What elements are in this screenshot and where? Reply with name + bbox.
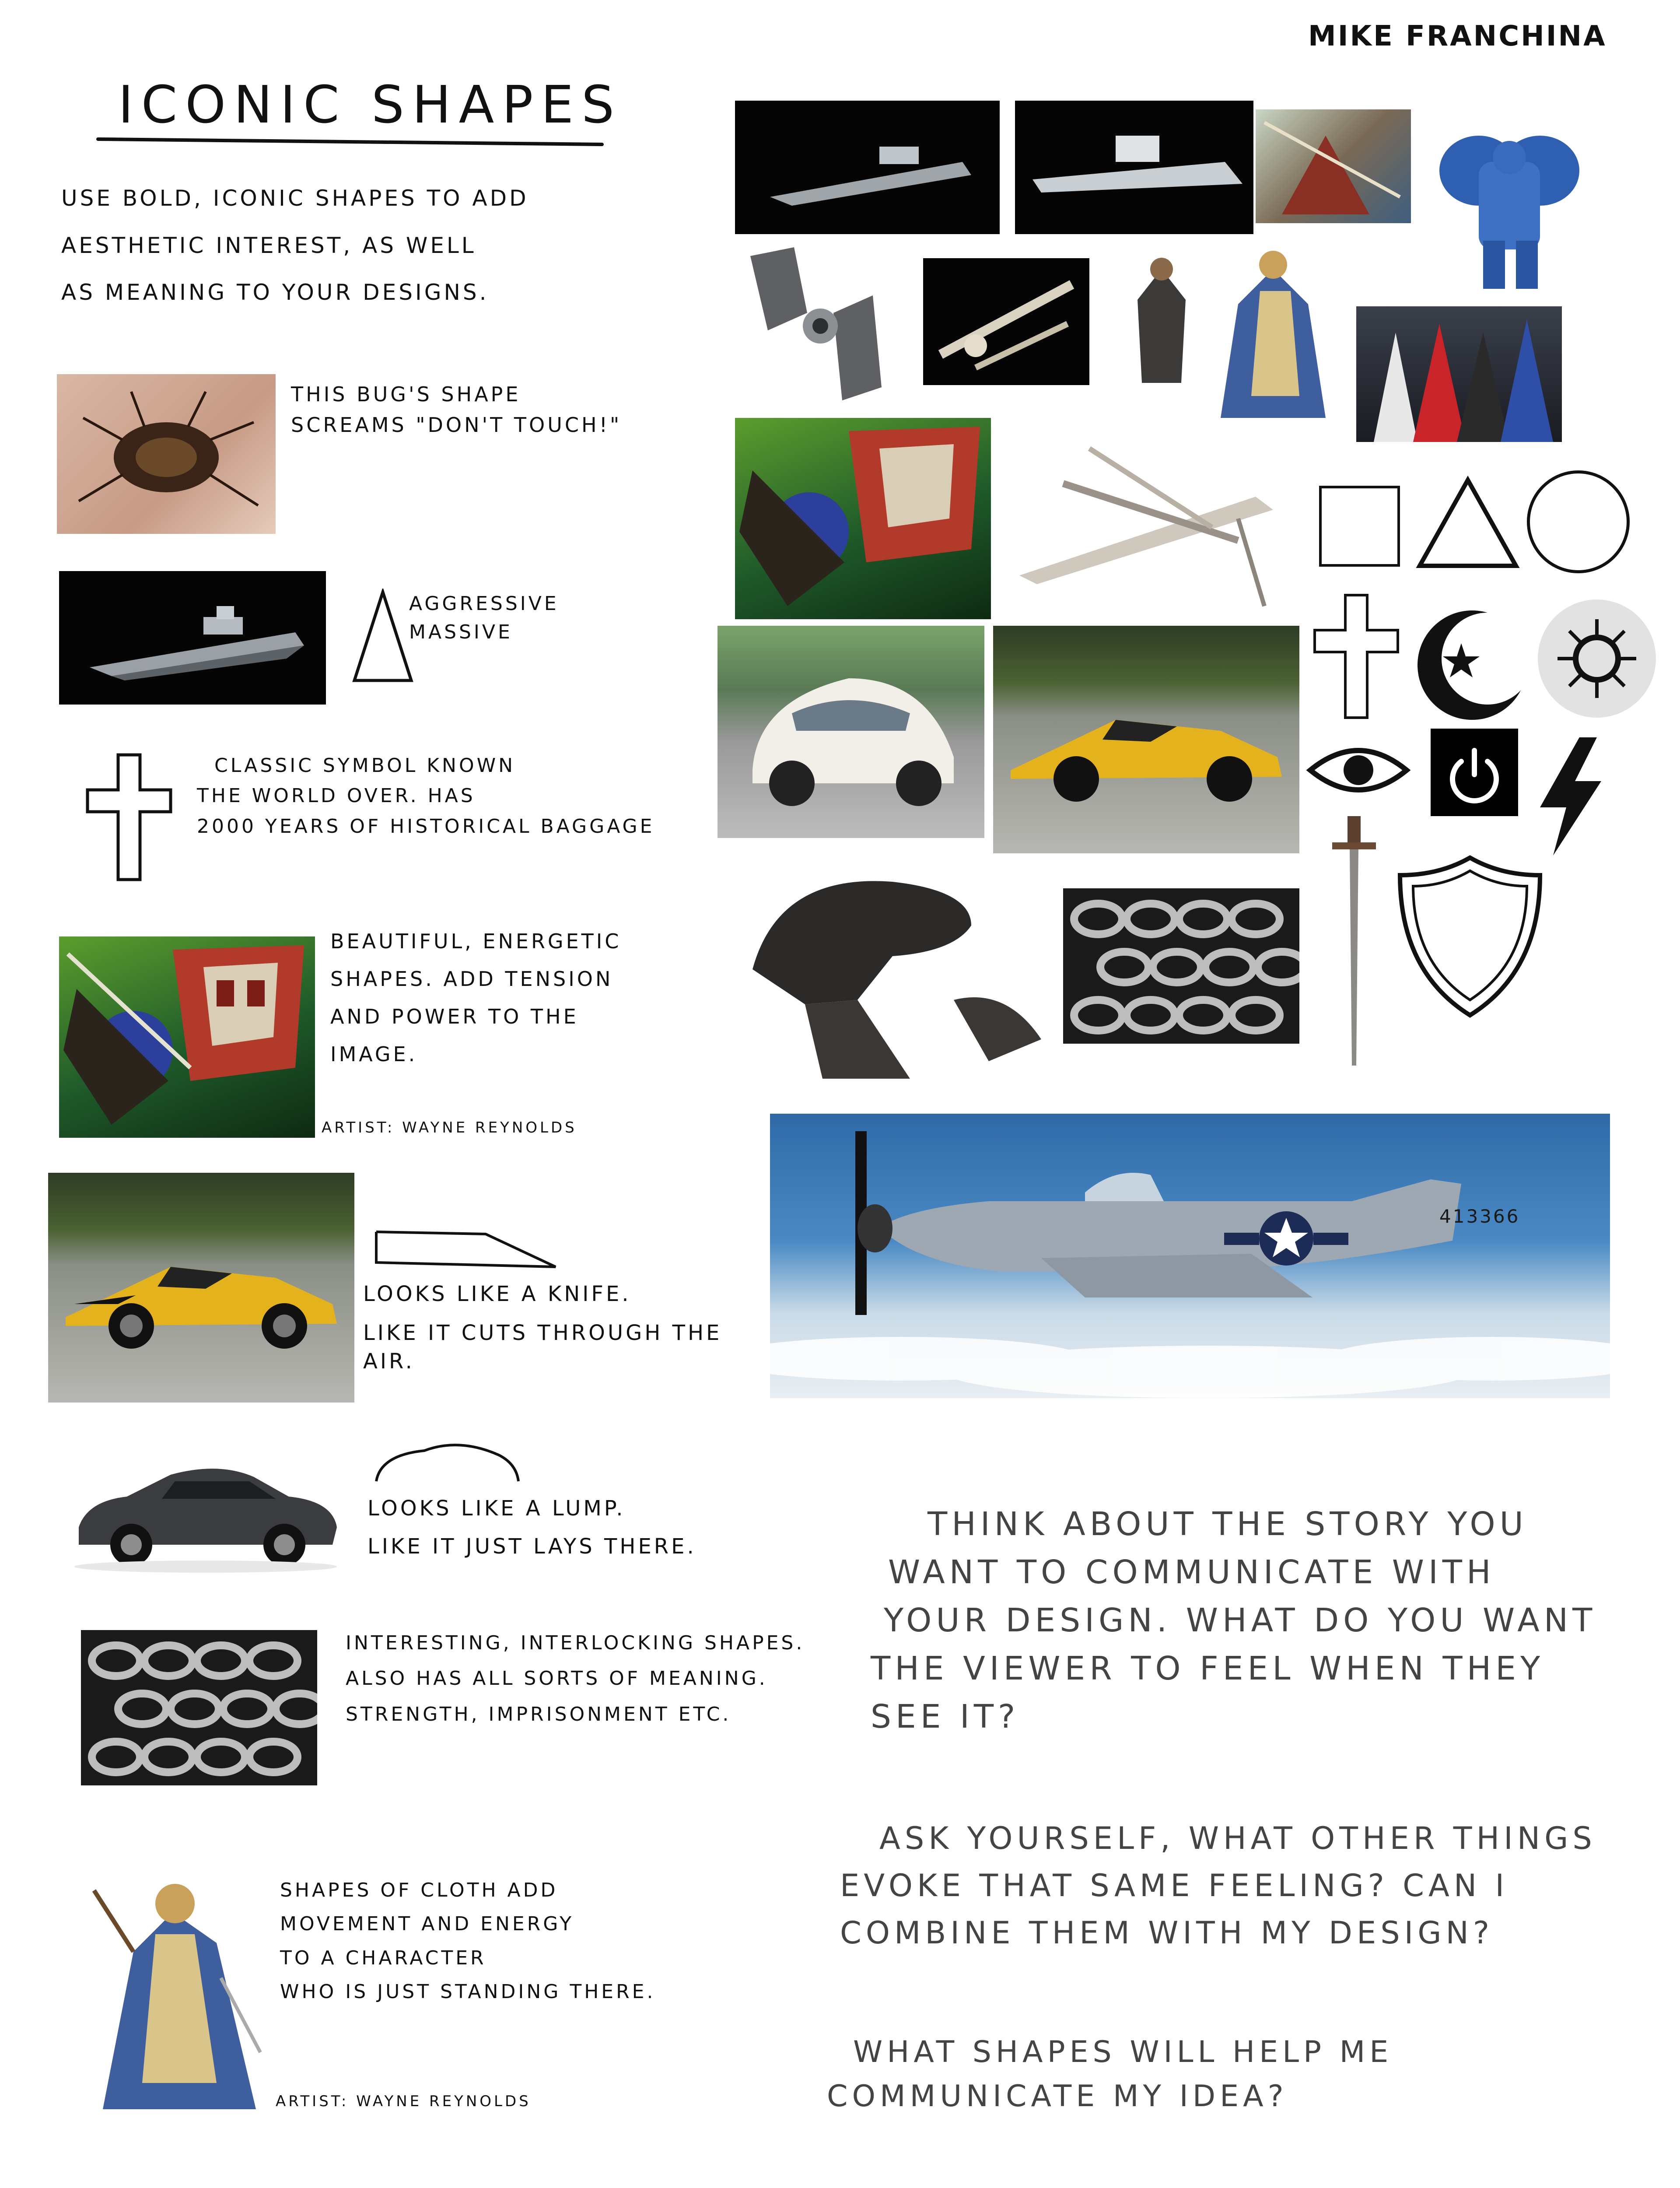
chains-note: INTERESTING, INTERLOCKING SHAPES. ALSO HAS ALL SORTS OF MEANING. STRENGTH, IMPRISONMENT ETC. xyxy=(346,1632,805,1725)
battle-art-photo xyxy=(1256,109,1411,223)
art-note: BEAUTIFUL, ENERGETIC SHAPES. ADD TENSION AND POWER TO THE IMAGE. xyxy=(330,929,622,1066)
cloth-credit: ARTIST: WAYNE REYNOLDS xyxy=(276,2093,531,2110)
triangle-sketch xyxy=(350,589,416,685)
y-wing-photo xyxy=(923,258,1089,385)
star-destroyer-photo-a xyxy=(735,101,1000,234)
beetle-car-photo xyxy=(718,626,984,838)
sportscar-photo-large xyxy=(993,626,1299,853)
sun-icon xyxy=(1538,600,1656,718)
cloth-character-art xyxy=(85,1864,269,2127)
page-title: ICONIC SHAPES xyxy=(118,74,623,135)
circle-icon xyxy=(1527,470,1630,573)
tie-fighter-photo xyxy=(742,243,890,405)
triangle-icon xyxy=(1415,475,1520,571)
star-destroyer-photo-b xyxy=(1015,101,1253,234)
p51-mustang-photo xyxy=(770,1114,1610,1398)
sportscar-note: LOOKS LIKE A KNIFE. LIKE IT CUTS THROUGH THE AIR. xyxy=(363,1282,722,1374)
art-credit: ARTIST: WAYNE REYNOLDS xyxy=(322,1119,577,1136)
robed-character-art xyxy=(1212,238,1334,427)
cross-icon xyxy=(1312,593,1400,720)
warrior-figure-art xyxy=(1116,252,1208,396)
chains-photo xyxy=(81,1630,317,1785)
sedan-note: LOOKS LIKE A LUMP. LIKE IT JUST LAYS THERE. xyxy=(368,1496,696,1559)
shapes-question: WHAT SHAPES WILL HELP ME COMMUNICATE MY IDEA? xyxy=(827,2035,1393,2114)
cross-note: CLASSIC SYMBOL KNOWN THE WORLD OVER. HAS 2000 YEARS OF HISTORICAL BAGGAGE xyxy=(197,754,655,838)
fantasy-art-photo-large xyxy=(735,418,991,619)
knife-sketch xyxy=(372,1223,560,1276)
crescent-star-icon xyxy=(1413,608,1531,722)
sportscar-photo xyxy=(48,1173,354,1403)
intro-text: USE BOLD, ICONIC SHAPES TO ADD AESTHETIC INTEREST, AS WELL AS MEANING TO YOUR DESIGNS. xyxy=(61,186,529,305)
fantasy-art-photo xyxy=(59,936,315,1138)
space-marine-art xyxy=(1422,109,1597,298)
ask-text: ASK YOURSELF, WHAT OTHER THINGS EVOKE THAT SAME FEELING? CAN I COMBINE THEM WITH MY DESIGN? xyxy=(840,1820,1596,1951)
shield-icon xyxy=(1396,853,1544,1020)
star-destroyer-photo xyxy=(59,571,326,705)
eye-icon xyxy=(1306,740,1411,801)
alien-head-photo xyxy=(726,856,1068,1079)
chains-photo-large xyxy=(1063,888,1299,1044)
bug-note: THIS BUG'S SHAPE SCREAMS "DON'T TOUCH!" xyxy=(291,382,622,437)
tail-number: 413366 xyxy=(1439,1206,1520,1227)
story-text: THINK ABOUT THE STORY YOU WANT TO COMMUNICATE WITH YOUR DESIGN. WHAT DO YOU WANT THE VIEWER TO FEEL WHEN THEY SEE IT? xyxy=(871,1505,1597,1736)
destroyer-note: AGGRESSIVE MASSIVE xyxy=(409,593,559,644)
lightning-icon xyxy=(1531,737,1610,856)
bug-photo xyxy=(57,374,276,534)
sword-icon xyxy=(1330,812,1378,1074)
cloth-note: SHAPES OF CLOTH ADD MOVEMENT AND ENERGY TO A CHARACTER WHO IS JUST STANDING THERE. xyxy=(280,1879,656,2003)
hooded-figures-photo xyxy=(1356,306,1562,442)
cross-sketch xyxy=(85,753,173,884)
square-icon xyxy=(1319,486,1400,567)
x-wing-photo xyxy=(1011,431,1299,615)
power-icon xyxy=(1431,729,1518,816)
lump-sketch xyxy=(372,1438,525,1490)
author-name: MIKE FRANCHINA xyxy=(1308,20,1607,53)
sedan-photo xyxy=(61,1440,350,1584)
